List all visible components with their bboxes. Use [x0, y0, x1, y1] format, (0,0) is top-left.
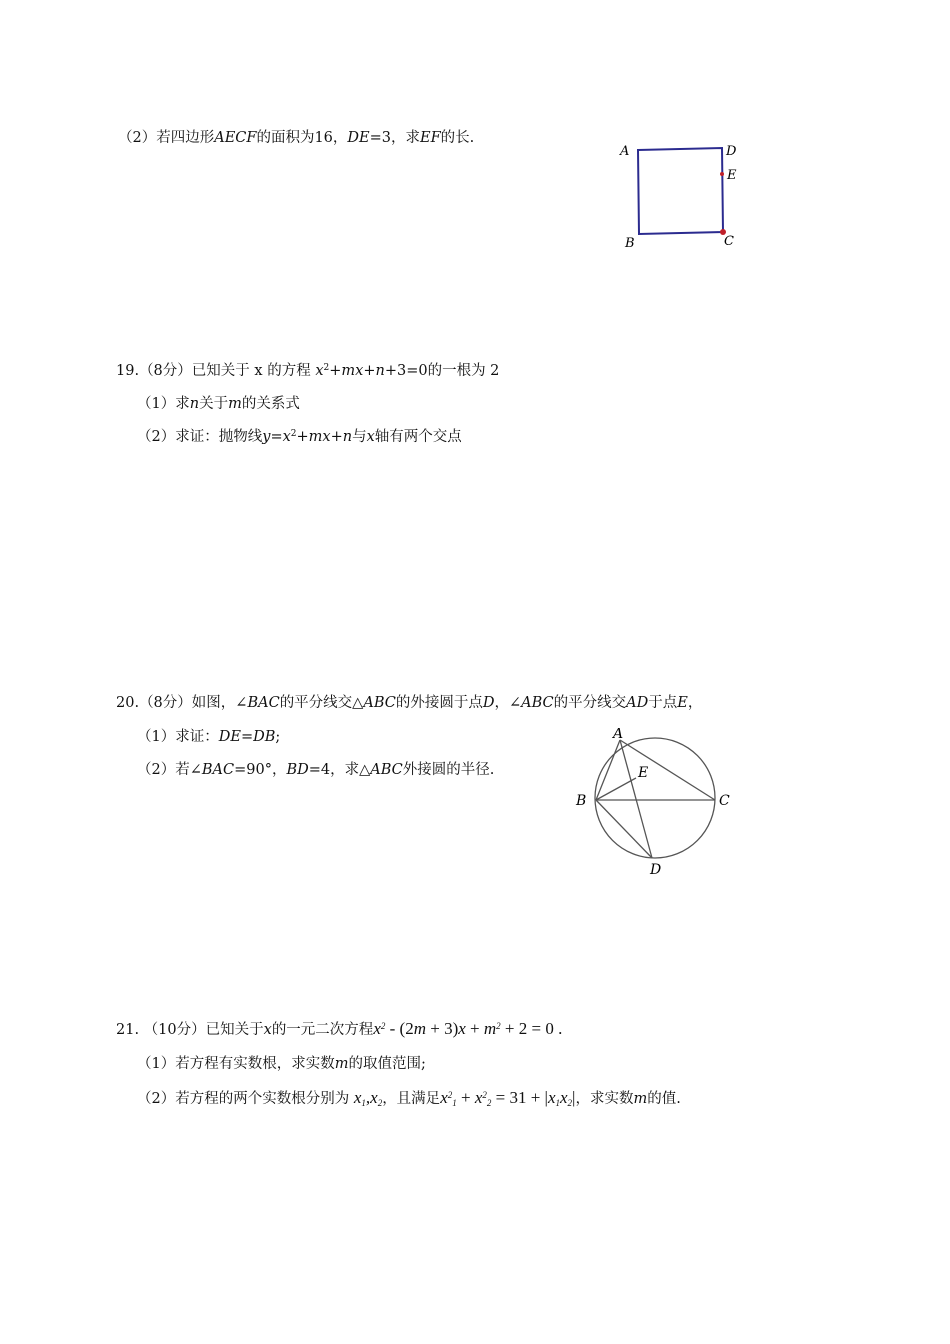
abs-bar: |	[572, 1088, 576, 1107]
label-e: E	[638, 765, 649, 781]
q20-s5: 的平分线交	[553, 695, 627, 711]
q21-p1-suffix: 的取值范围;	[348, 1056, 426, 1072]
cond-eq: = 31 + |	[491, 1088, 548, 1107]
condition-equation	[440, 1088, 575, 1107]
q21-s2: 的一元二次方程	[271, 1022, 374, 1038]
eq-rest: +3=0	[384, 363, 428, 379]
var-x: x	[282, 429, 291, 445]
abs-x1-sub: 1	[555, 1098, 560, 1108]
sub-2: 2	[377, 1098, 383, 1108]
quadratic-equation	[373, 1019, 562, 1038]
q21-part1	[137, 1054, 426, 1074]
q19-stem	[116, 361, 499, 381]
label-e: E	[727, 168, 737, 183]
q19-p2-mid: 与	[352, 429, 367, 445]
q19-stem-b: 的一根为 2	[427, 363, 500, 379]
point-d: D	[482, 695, 495, 711]
angle-abc: ABC	[521, 695, 554, 711]
angle-bac: BAC	[201, 762, 235, 778]
eq-x: x	[373, 1019, 381, 1038]
label-c: C	[719, 793, 730, 809]
segment-be	[596, 778, 636, 800]
cond-x2-exp: 2	[482, 1090, 487, 1100]
label-b: B	[576, 793, 587, 809]
segment-bd: BD	[286, 762, 309, 778]
triangle-abc: ABC	[370, 762, 403, 778]
q20-s7: ，	[687, 695, 703, 711]
triangle-abc: ABC	[363, 695, 396, 711]
q19-p1-suffix: 的关系式	[241, 396, 300, 412]
label-b: B	[625, 236, 635, 251]
q21-s1: 已知关于	[205, 1022, 264, 1038]
eq-x: x	[315, 363, 324, 379]
q20-p2-suffix: 外接圆的半径.	[402, 762, 495, 778]
circle-figure	[570, 728, 740, 878]
eq-exp: 2	[323, 363, 330, 373]
q20-stem	[116, 693, 702, 713]
q20-p1-suffix: ;	[275, 729, 281, 745]
q21-score: （10分）	[143, 1022, 206, 1038]
point-e-dot	[720, 172, 724, 176]
eq-x2: x	[355, 363, 364, 379]
plus-1: +	[296, 429, 309, 445]
q18-part2-suffix: 的长.	[440, 130, 475, 146]
q20-score: （8分）	[139, 695, 192, 711]
q19-p1-prefix: （1）求	[137, 396, 190, 412]
q20-s1: 如图，∠	[191, 695, 248, 711]
exp-2: 2	[290, 429, 297, 439]
cond-x2: x	[474, 1088, 483, 1107]
q20-s6: 于点	[648, 695, 678, 711]
eq-exp: 2	[380, 1021, 386, 1031]
eq-plus: +	[465, 1019, 484, 1038]
eq-m: m	[413, 1019, 426, 1038]
eq-minus: -	[385, 1019, 400, 1038]
var-m: m	[228, 396, 242, 412]
segment-ab	[596, 740, 620, 800]
q21-p2-suffix: 的值.	[647, 1091, 681, 1107]
q20-p1-prefix: （1）求证：	[137, 729, 219, 745]
q20-part1	[137, 727, 280, 747]
q19-stem-a: 已知关于 x 的方程	[191, 363, 311, 379]
q18-part2-mid2: =3，求	[369, 130, 420, 146]
q20-s2: 的平分线交△	[279, 695, 364, 711]
var-m: m	[334, 1056, 349, 1072]
plus-2: +	[330, 429, 343, 445]
square-abcd	[638, 148, 723, 234]
root-x1: x	[353, 1088, 362, 1107]
q21-p2-mid: ，且满足	[382, 1091, 441, 1107]
q20-s3: 的外接圆于点	[395, 695, 483, 711]
label-a: A	[620, 144, 630, 159]
roots-x1-x2	[354, 1088, 382, 1107]
var-x: x	[263, 1022, 272, 1038]
segment-db: DB	[253, 729, 276, 745]
q20-p2-mid1: =90°，	[234, 762, 287, 778]
square-figure	[610, 138, 760, 253]
eq-exp2: 2	[496, 1021, 501, 1031]
label-d: D	[726, 144, 737, 159]
root-x2: x	[370, 1088, 378, 1107]
eq-sign: =	[240, 729, 254, 745]
label-c: C	[724, 234, 734, 249]
cond-x2-sub: 2	[486, 1098, 492, 1108]
abs-x2: x	[560, 1088, 568, 1107]
q21-part2	[137, 1088, 681, 1109]
q19-score: （8分）	[139, 363, 192, 379]
comma: ,	[365, 1088, 371, 1107]
q21-p2-prefix: （2）若方程的两个实数根分别为	[137, 1091, 350, 1107]
eq-plus2: +	[363, 363, 376, 379]
q20-p2-mid2: =4，求△	[308, 762, 371, 778]
cond-x1-exp: 2	[447, 1090, 453, 1100]
var-m: m	[633, 1091, 648, 1107]
q20-s4: ，∠	[494, 695, 522, 711]
abs-x2-sub: 2	[567, 1098, 573, 1108]
q19-p1-mid: 关于	[199, 396, 229, 412]
var-m: m	[308, 429, 323, 445]
q18-part2-text	[118, 128, 474, 148]
segment-de: DE	[218, 729, 241, 745]
var-y: y	[262, 429, 271, 445]
eq-m: m	[341, 363, 356, 379]
q19-number: 19.	[116, 363, 140, 379]
eq-x2: x	[458, 1019, 466, 1038]
q18-part2-mid1: 的面积为16，	[256, 130, 348, 146]
label-d: D	[650, 862, 662, 878]
x-axis-var: x	[366, 429, 375, 445]
segment-ef: EF	[420, 130, 441, 146]
cond-plus: +	[456, 1088, 475, 1107]
eq-n: n	[375, 363, 385, 379]
segment-ad: AD	[626, 695, 649, 711]
abs-x1: x	[547, 1088, 556, 1107]
q19-part2	[137, 427, 462, 447]
q21-p1-prefix: （1）若方程有实数根，求实数	[137, 1056, 335, 1072]
q20-part2	[137, 760, 494, 780]
cond-x1-sub: 1	[452, 1098, 457, 1108]
eq-plus3: + 3)	[425, 1019, 459, 1038]
cond-x1: x	[440, 1088, 448, 1107]
segment-de: DE	[347, 130, 370, 146]
var-n: n	[342, 429, 353, 445]
q19-p2-suffix: 轴有两个交点	[374, 429, 462, 445]
q20-number: 20.	[116, 695, 140, 711]
eq-plus: +	[329, 363, 342, 379]
q18-part2-prefix: （2）若四边形	[118, 130, 215, 146]
var-n: n	[189, 396, 200, 412]
sub-1: 1	[361, 1098, 366, 1108]
angle-bac: BAC	[247, 695, 280, 711]
eq-rest: + 2 = 0 .	[500, 1019, 563, 1038]
point-e: E	[677, 695, 688, 711]
eq-sign: =	[270, 429, 283, 445]
eq-paren: (2	[399, 1019, 414, 1038]
q20-p2-prefix: （2）若∠	[137, 762, 202, 778]
q19-part1	[137, 394, 300, 414]
q21-stem	[116, 1019, 562, 1040]
label-a: A	[613, 728, 624, 742]
quad-name: AECF	[214, 130, 257, 146]
q21-number: 21.	[116, 1022, 140, 1038]
q19-p2-prefix: （2）求证：抛物线	[137, 429, 263, 445]
q21-p2-s2: ，求实数	[575, 1091, 634, 1107]
var-x2: x	[322, 429, 331, 445]
eq-m2: m	[483, 1019, 497, 1038]
